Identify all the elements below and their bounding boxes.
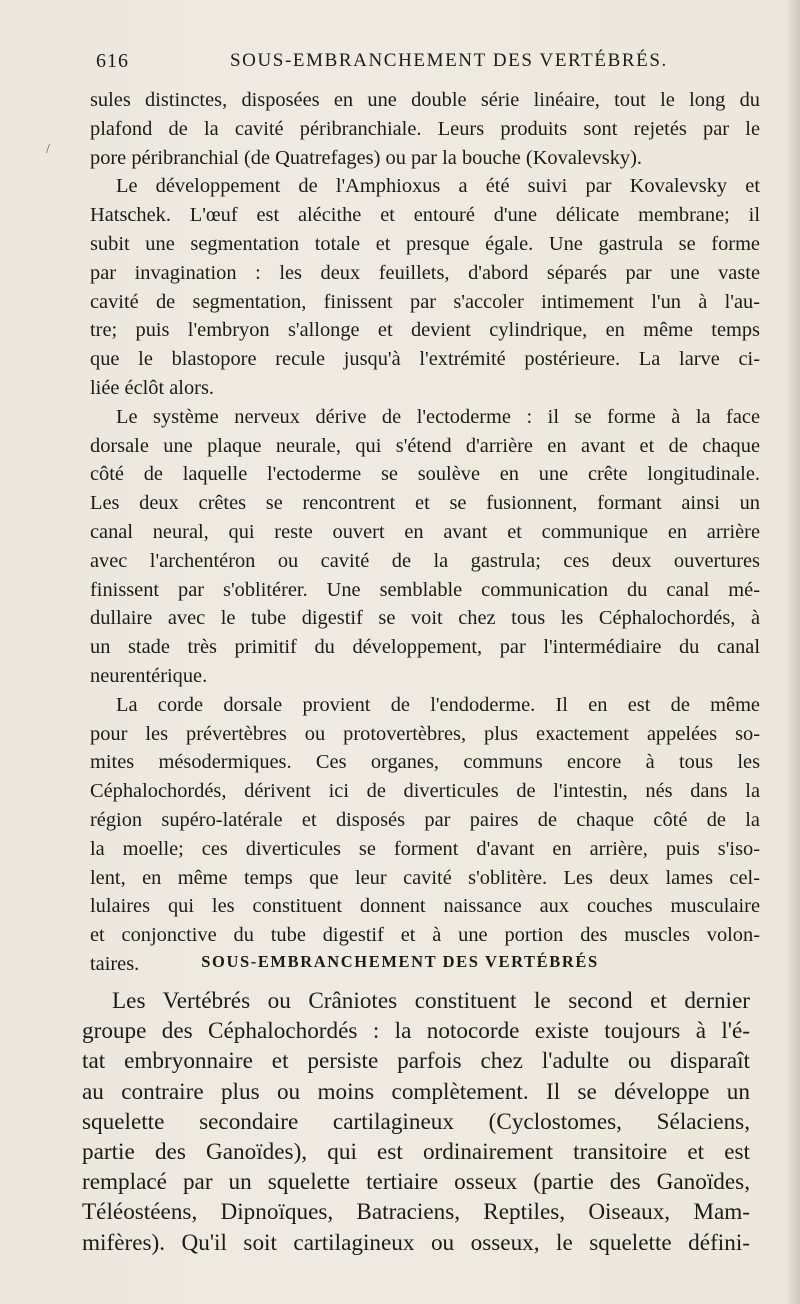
text-line: Céphalochordés, dérivent ici de diverticules de l'intestin, nés dans la (90, 780, 760, 803)
text-line: dorsale une plaque neurale, qui s'étend d'arrière en avant et de chaque (90, 434, 760, 457)
running-title: SOUS-EMBRANCHEMENT DES VERTÉBRÉS. (230, 50, 668, 71)
text-line: subit une segmentation totale et presque égale. Une gastrula se forme (90, 232, 760, 255)
text-line: partie des Ganoïdes), qui est ordinairement transitoire et est (82, 1138, 750, 1165)
section-heading: SOUS-EMBRANCHEMENT DES VERTÉBRÉS (201, 952, 599, 971)
text-line: Le développement de l'Amphioxus a été suivi par Kovalevsky et (116, 175, 760, 198)
text-line: pore péribranchial (de Quatrefages) ou par la bouche (Kovalevsky). (90, 146, 643, 169)
text-line: neurentérique. (90, 664, 208, 687)
text-line: liée éclôt alors. (90, 376, 214, 399)
text-line: et conjonctive du tube digestif et à une portion des muscles volon- (90, 924, 760, 947)
paragraph-4 (90, 691, 760, 979)
text-line: finissent par s'oblitérer. Une semblable communication du canal mé- (90, 578, 760, 601)
page-number: 616 (96, 50, 129, 72)
text-line: avec l'archentéron ou cavité de la gastrula; ces deux ouvertures (90, 549, 760, 572)
text-line: Les deux crêtes se rencontrent et se fusionnent, formant ainsi un (90, 492, 760, 515)
text-line: par invagination : les deux feuillets, d'abord séparés par une vaste (90, 261, 760, 284)
text-line: squelette secondaire cartilagineux (Cyclostomes, Sélaciens, (82, 1108, 750, 1135)
text-line: sules distinctes, disposées en une double série linéaire, tout le long du (90, 89, 760, 111)
body-text (90, 86, 760, 979)
text-line: lent, en même temps que leur cavité s'oblitère. Les deux lames cel- (90, 866, 760, 889)
text-line: groupe des Céphalochordés : la notocorde existe toujours à l'é- (82, 1018, 750, 1045)
text-line: que le blastopore recule jusqu'à l'extrémité postérieure. La larve ci- (90, 348, 760, 371)
text-line: canal neural, qui reste ouvert en avant et communique en arrière (90, 520, 760, 543)
text-line: pour les prévertèbres ou protovertèbres, plus exactement appelées so- (90, 722, 760, 745)
paragraph-2 (90, 172, 760, 402)
text-line: plafond de la cavité péribranchiale. Leurs produits sont rejetés par le (90, 117, 760, 140)
text-line: lulaires qui les constituent donnent naissance aux couches musculaire (90, 895, 760, 918)
page-edge-shadow (786, 0, 800, 1304)
text-line: Téléostéens, Dipnoïques, Batraciens, Reptiles, Oiseaux, Mam- (82, 1199, 750, 1226)
text-line: Hatschek. L'œuf est alécithe et entouré d'une délicate membrane; il (90, 204, 760, 227)
text-line: région supéro-latérale et disposés par paires de chaque côté de la (90, 808, 760, 831)
text-line: au contraire plus ou moins complètement. Il se développe un (82, 1078, 750, 1105)
page-header (92, 50, 752, 80)
text-line: mites mésodermiques. Ces organes, communs encore à tous les (90, 751, 760, 774)
text-line: la moelle; ces diverticules se forment d'avant en arrière, puis s'iso- (90, 837, 760, 860)
text-line: Le système nerveux dérive de l'ectoderme : il se forme à la face (116, 405, 760, 428)
text-line: tat embryonnaire et persiste parfois chez l'adulte ou disparaît (82, 1048, 750, 1075)
text-line: un stade très primitif du développement, par l'intermédiaire du canal (90, 636, 760, 659)
text-line: mifères). Qu'il soit cartilagineux ou osseux, le squelette défini- (82, 1229, 750, 1256)
text-line: cavité de segmentation, finissent par s'accoler intimement l'un à l'au- (90, 290, 760, 313)
text-line: remplacé par un squelette tertiaire osseux (partie des Ganoïdes, (82, 1169, 750, 1196)
text-line: dullaire avec le tube digestif se voit chez tous les Céphalochordés, à (90, 607, 760, 630)
margin-mark: / (46, 142, 50, 157)
text-line: tre; puis l'embryon s'allonge et devient cylindrique, en même temps (90, 319, 760, 342)
text-line: La corde dorsale provient de l'endoderme. Il en est de même (116, 693, 760, 716)
paragraph-1 (90, 86, 760, 172)
paragraph-3 (90, 403, 760, 691)
section-text (82, 986, 750, 1258)
text-line: côté de laquelle l'ectoderme se soulève en une crête longitudinale. (90, 463, 760, 486)
text-line: Les Vertébrés ou Crâniotes constituent le second et dernier (112, 988, 750, 1014)
text-line: taires. (90, 952, 140, 975)
